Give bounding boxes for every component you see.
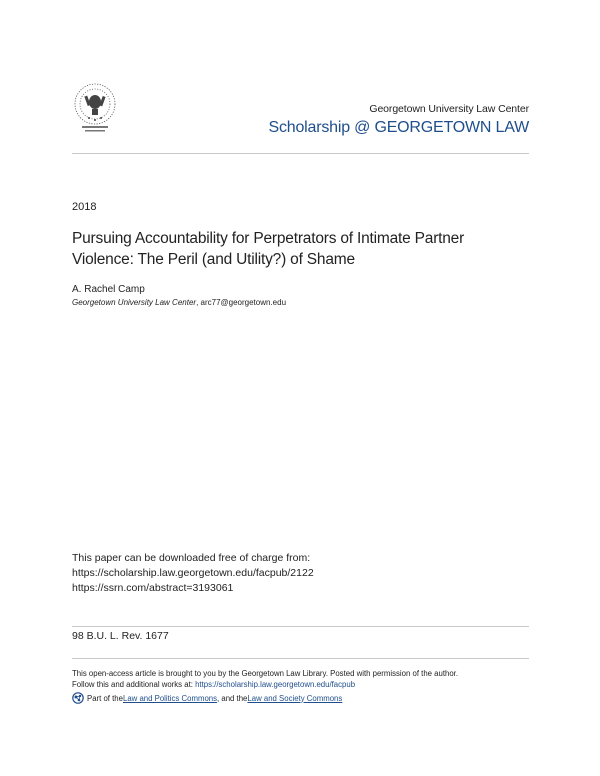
follow-prefix: Follow this and additional works at:	[72, 680, 196, 689]
open-access-notice	[72, 668, 458, 690]
download-intro: This paper can be downloaded free of charge from:	[72, 552, 311, 564]
commons-network-icon	[72, 692, 84, 704]
citation: 98 B.U. L. Rev. 1677	[72, 630, 169, 642]
repository-title[interactable]: Scholarship @ GEORGETOWN LAW	[268, 119, 529, 136]
affiliation-separator: ,	[196, 298, 201, 307]
paper-title-line-2: Violence: The Peril (and Utility?) of Shame	[72, 251, 355, 268]
part-of-mid: , and the	[217, 693, 248, 703]
author-email[interactable]: arc77@georgetown.edu	[200, 298, 287, 307]
law-and-society-commons-link[interactable]: Law and Society Commons	[247, 693, 343, 703]
paper-title	[72, 228, 522, 270]
download-info	[72, 551, 314, 597]
georgetown-seal-icon	[72, 80, 118, 134]
follow-line	[72, 679, 458, 690]
facpub-link[interactable]: https://scholarship.law.georgetown.edu/facpub	[195, 680, 356, 689]
part-of-prefix: Part of the	[87, 693, 123, 703]
divider-top	[72, 153, 529, 154]
author-name: A. Rachel Camp	[72, 284, 145, 295]
download-url-ssrn[interactable]: https://ssrn.com/abstract=3193061	[72, 582, 234, 595]
commons-line	[72, 692, 342, 704]
author-affiliation	[72, 298, 286, 307]
divider-middle	[72, 626, 529, 627]
open-access-statement: This open-access article is brought to you by the Georgetown Law Library. Posted with permission of the author.	[72, 669, 459, 678]
paper-title-line-1: Pursuing Accountability for Perpetrators of Intimate Partner	[72, 230, 465, 247]
publication-year: 2018	[72, 201, 97, 213]
download-url-scholarship[interactable]: https://scholarship.law.georgetown.edu/facpub/2122	[72, 567, 314, 580]
institution-name: Georgetown University Law Center	[369, 103, 529, 115]
divider-bottom	[72, 658, 529, 659]
affiliation-institution: Georgetown University Law Center	[72, 298, 197, 307]
law-and-politics-commons-link[interactable]: Law and Politics Commons	[122, 693, 218, 703]
